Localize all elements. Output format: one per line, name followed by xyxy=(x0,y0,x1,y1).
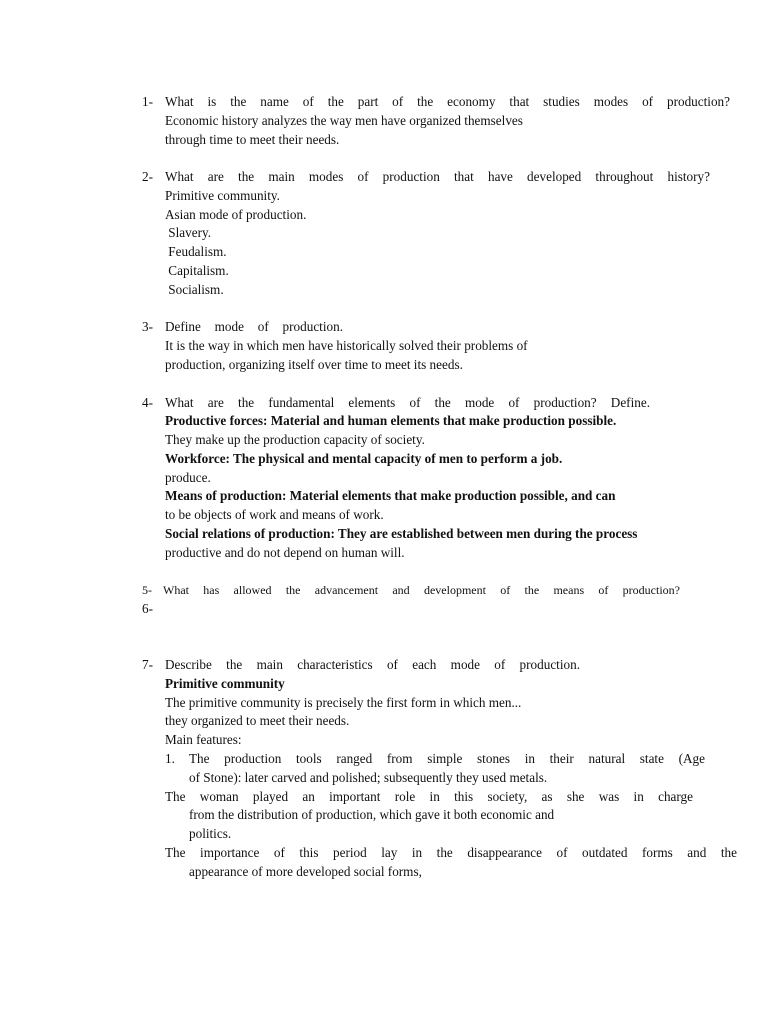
q7-item1-number: 1. xyxy=(165,751,175,766)
q3-answer-line-1: It is the way in which men have historically solved their problems of xyxy=(165,338,528,353)
q4-social-relations: Social relations of production: They are established between men during the process xyxy=(165,526,638,541)
q7-intro-line-1: The primitive community is precisely the first form in which men... xyxy=(165,695,522,710)
q7-question: Describe the main characteristics of each mode of production. xyxy=(165,657,580,672)
q1-question: What is the name of the part of the economy that studies modes of production? xyxy=(165,94,730,109)
q7-intro-line-2: they organized to meet their needs. xyxy=(165,713,350,728)
q4-productive-forces: Productive forces: Material and human elements that make production possible. xyxy=(165,413,617,428)
q2-answer-line-2: Asian mode of production. xyxy=(165,207,307,222)
q4-line-6: to be objects of work and means of work. xyxy=(165,507,384,522)
q5-question: What has allowed the advancement and development of the means of production? xyxy=(163,583,680,597)
q7-para2-line-3: politics. xyxy=(189,826,232,841)
q7-item1-line-2: of Stone): later carved and polished; subsequently they used metals. xyxy=(189,770,548,785)
q1-answer-line-2: through time to meet their needs. xyxy=(165,132,340,147)
q3-answer-line-2: production, organizing itself over time to meet its needs. xyxy=(165,357,463,372)
q2-answer-line-4: Feudalism. xyxy=(165,244,227,259)
q4-question: What are the fundamental elements of the mode of production? Define. xyxy=(165,395,650,410)
q4-means-of-production: Means of production: Material elements that make production possible, and can xyxy=(165,488,616,503)
q7-intro-line-3: Main features: xyxy=(165,732,242,747)
q2-answer-line-6: Socialism. xyxy=(165,282,224,297)
q7-item1-line-1: The production tools ranged from simple stones in their natural state (Age xyxy=(189,751,705,766)
q4-line-4: produce. xyxy=(165,470,211,485)
q7-number: 7- xyxy=(142,657,153,672)
q4-line-8: productive and do not depend on human will. xyxy=(165,545,405,560)
q4-number: 4- xyxy=(142,395,153,410)
q7-para3-line-1: The importance of this period lay in the disappearance of outdated forms and the xyxy=(165,845,737,860)
q2-answer-line-3: Slavery. xyxy=(165,225,212,240)
q7-para2-line-2: from the distribution of production, which gave it both economic and xyxy=(189,807,555,822)
q4-workforce: Workforce: The physical and mental capacity of men to perform a job. xyxy=(165,451,563,466)
q2-question: What are the main modes of production that have developed throughout history? xyxy=(165,169,710,184)
q3-question: Define mode of production. xyxy=(165,319,343,334)
q1-number: 1- xyxy=(142,94,153,109)
q5-number: 5- xyxy=(142,583,152,597)
q2-answer-line-1: Primitive community. xyxy=(165,188,280,203)
q4-line-2: They make up the production capacity of society. xyxy=(165,432,425,447)
q2-answer-line-5: Capitalism. xyxy=(165,263,229,278)
q3-number: 3- xyxy=(142,319,153,334)
q1-answer-line-1: Economic history analyzes the way men have organized themselves xyxy=(165,113,523,128)
q7-heading: Primitive community xyxy=(165,676,285,691)
q7-para3-line-2: appearance of more developed social forms, xyxy=(189,864,422,879)
q6-number: 6- xyxy=(142,601,153,616)
q2-number: 2- xyxy=(142,169,153,184)
q7-para2-line-1: The woman played an important role in this society, as she was in charge xyxy=(165,789,693,804)
